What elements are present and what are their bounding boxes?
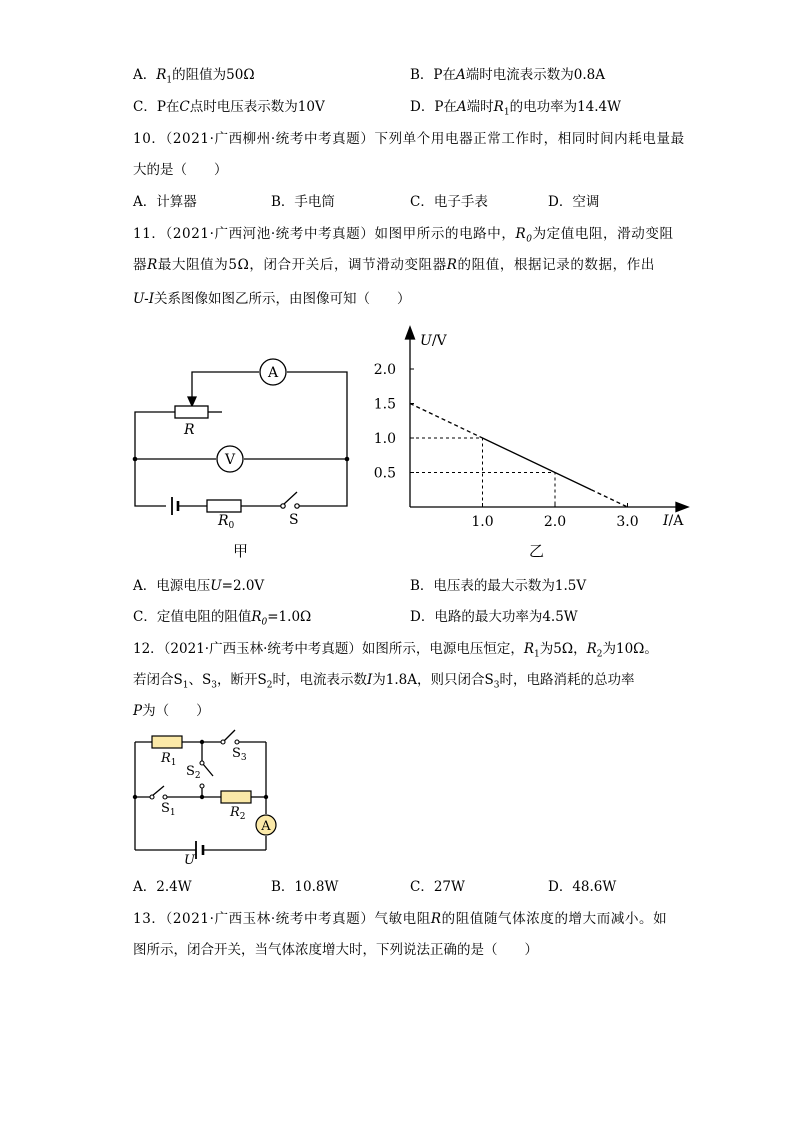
q11-stem-line3: U-I关系图像如图乙所示，由图像可知（ ） [133,291,411,307]
q10-option-a[interactable]: A．计算器 [133,194,197,210]
ammeter-label: A [267,365,279,381]
y-tick-label-1: 1.0 [373,431,396,447]
r2-label: $R_2$ [230,805,246,822]
r2-symbol [221,791,251,803]
q9-option-c[interactable]: C．P在C点时电压表示数为10V [133,99,325,115]
y-tick-label-3: 2.0 [373,362,396,378]
x-tick-label-0: 1.0 [471,514,494,530]
y-tick-label-0: 0.5 [373,465,396,482]
figure-caption-jia: 甲 [233,542,249,560]
voltmeter-label: V [224,452,236,468]
q12-stem-line1: 12．（2021·广西玉林·统考中考真题）如图所示，电源电压恒定，$R_1$为5Ω，$R_2$为10Ω。 [133,641,658,660]
q9-option-b[interactable]: B．P在A端时电流表示数为0.8A [410,67,605,83]
q11-stem-line1: 11．（2021·广西河池·统考中考真题）如图甲所示的电路中，$R_0$为定值电阻，滑动变阻 [133,226,674,245]
x-tick-label-2: 3.0 [616,514,639,530]
x-axis-label: I/A [663,513,684,529]
q12-option-b[interactable]: B．10.8W [271,879,339,895]
q12-stem-line2: 若闭合$S_1$、$S_3$，断开$S_2$时，电流表示数I为1.8A，则只闭合$S_3$时，电路消耗的总功率 [133,672,635,691]
r1-symbol [152,736,182,748]
q13-stem-line2: 图所示，闭合开关，当气体浓度增大时，下列说法正确的是（ ） [133,942,538,958]
s1-label: $S_1$ [161,801,176,818]
q11-option-d[interactable]: D．电路的最大功率为4.5W [410,609,578,625]
q11-option-a[interactable]: A．电源电压U=2.0V [133,578,265,594]
q10-option-c[interactable]: C．电子手表 [410,194,488,210]
ammeter-label-q12: A [261,819,271,834]
y-axis-label: U/V [420,333,447,349]
rheostat-label: R [184,422,195,438]
q11-option-c[interactable]: C．定值电阻的阻值$R_0=1.0\Omega$ [133,609,312,628]
q10-stem-line2: 大的是（ ） [133,162,228,178]
y-tick-label-2: 1.5 [373,396,396,413]
q13-stem-line1: 13．（2021·广西玉林·统考中考真题）气敏电阻R的阻值随气体浓度的增大而减小。如 [133,911,668,927]
switch-label: S [289,512,299,528]
s2-label: $S_2$ [186,764,201,781]
q11-option-b[interactable]: B．电压表的最大示数为1.5V [410,578,587,594]
q9-option-a[interactable]: A．$R_1$的阻值为50Ω [133,67,255,86]
source-label: U [184,853,195,868]
figure-caption-yi: 乙 [529,542,545,560]
r0-label: $R_0$ [218,513,235,531]
s3-label: $S_3$ [232,746,247,763]
q12-option-a[interactable]: A．2.4W [133,879,192,895]
r1-label: $R_1$ [161,751,177,768]
q9-option-d[interactable]: D．P在A端时$R_1$的电功率为14.4W [410,99,622,118]
x-tick-label-1: 2.0 [543,514,567,530]
q12-option-d[interactable]: D．48.6W [548,879,617,895]
q10-option-d[interactable]: D．空调 [548,194,600,210]
q12-option-c[interactable]: C．27W [410,879,465,895]
q12-stem-line3: P为（ ） [133,703,210,719]
q11-stem-line2: 器R最大阻值为5Ω，闭合开关后，调节滑动变阻器R的阻值，根据记录的数据，作出 [133,257,655,273]
q10-option-b[interactable]: B．手电筒 [271,194,335,210]
q10-stem-line1: 10．（2021·广西柳州·统考中考真题）下列单个用电器正常工作时，相同时间内耗电量最 [133,131,685,147]
